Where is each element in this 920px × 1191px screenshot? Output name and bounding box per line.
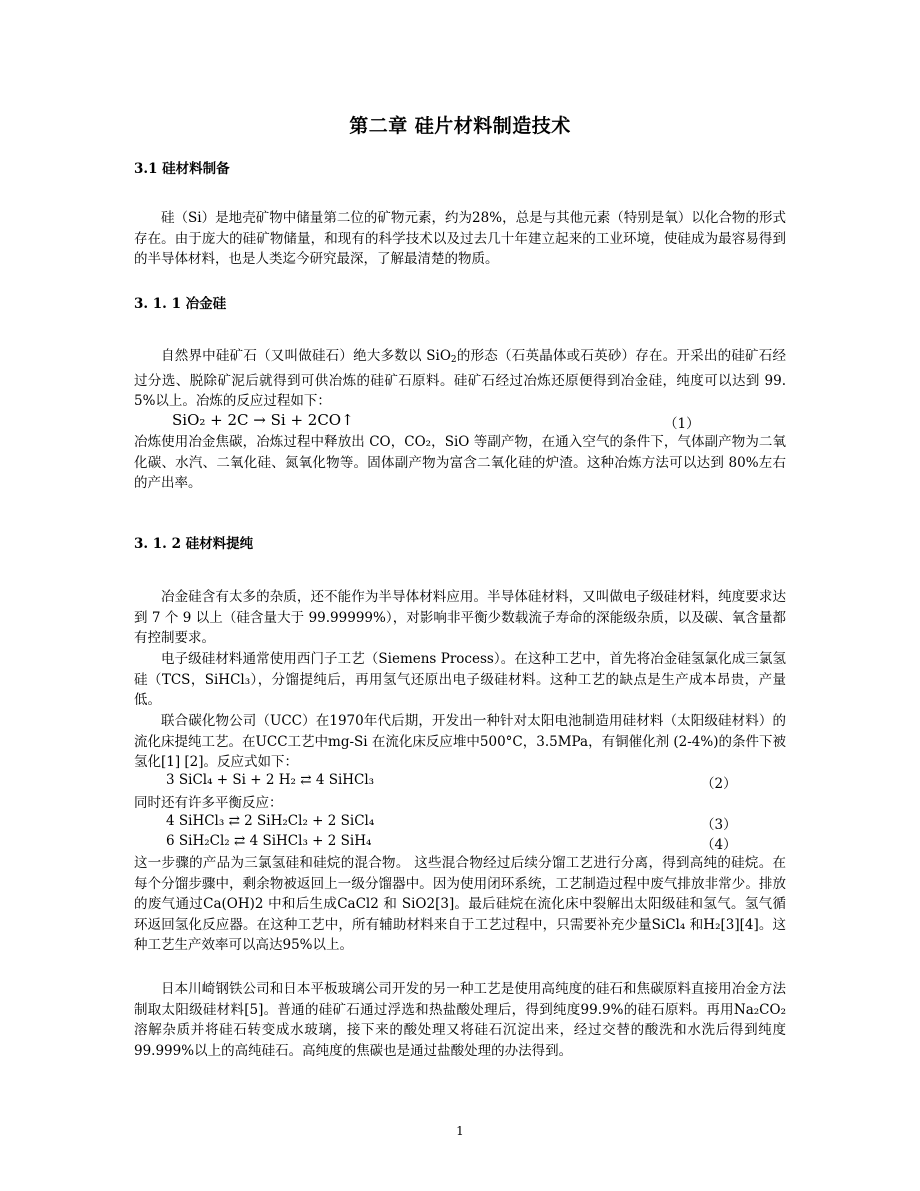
page-number: 1: [456, 1124, 464, 1138]
equation-2: 3 SiCl₄ + Si + 2 H₂ ⇄ 4 SiHCl₃: [166, 772, 375, 788]
section-heading-3-1-1: 3. 1. 1 冶金硅: [134, 296, 227, 312]
equation-1: SiO₂ + 2C → Si + 2CO↑: [172, 411, 354, 429]
equation-1-number: （1）: [664, 416, 700, 432]
paragraph-kawasaki-process: 日本川崎钢铁公司和日本平板玻璃公司开发的另一种工艺是使用高纯度的硅石和焦碳原料直接用冶金方法制取太阳级硅材料[5]。普通的硅矿石通过浮选和热盐酸处理后，得到纯度99.9%的硅石原料。再用Na₂CO₂溶解杂质并将硅石转变成水玻璃，接下来的酸处理又将硅石沉淀出来，经过交替的酸洗和水洗后得到纯度99.999%以上的高纯硅石。高纯度的焦碳也是通过盐酸处理的办法得到。: [134, 981, 786, 1059]
chapter-title: 第二章 硅片材料制造技术: [349, 115, 571, 137]
paragraph-metallurgical-silicon-pre: 自然界中硅矿石（又叫做硅石）绝大多数以 SiO: [161, 348, 451, 364]
paragraph-metallurgical-silicon: 自然界中硅矿石（又叫做硅石）绝大多数以 SiO$_2$的形态（石英晶体或石英砂）存在。开采出的硅矿石经过分选、脱除矿泥后就得到可供冶炼的硅矿石原料。硅矿石经过冶炼还原便得到冶金硅，纯度可以达到 99. 5%以上。冶炼的反应过程如下：: [134, 348, 787, 410]
paragraph-equilibrium-reactions: 同时还有许多平衡反应：: [134, 795, 283, 811]
paragraph-metallurgical-silicon-post: 的形态（石英晶体或石英砂）存在。开采出的硅矿石经过分选、脱除矿泥后就得到可供冶炼的硅矿石原料。硅矿石经过冶炼还原便得到冶金硅，纯度可以达到 99. 5%以上。冶炼的反应过程如下：: [134, 348, 787, 410]
paragraph-purification-intro: 冶金硅含有太多的杂质，还不能作为半导体材料应用。半导体硅材料，又叫做电子级硅材料，纯度要求达到 7 个 9 以上（硅含量大于 99.99999%），对影响非平衡少数载流子寿命的深能级杂质，以及碳、氧含量都有控制要求。: [134, 589, 786, 647]
equation-4-number: （4）: [701, 837, 737, 853]
paragraph-silane-separation: 这一步骤的产品为三氯氢硅和硅烷的混合物。 这些混合物经过后续分馏工艺进行分离，得到高纯的硅烷。在 每个分馏步骤中，剩余物被返回上一级分馏器中。因为使用闭环系统，工艺制造过程中废气排放非常少。排放的废气通过Ca(OH)2 中和后生成CaCl2 和 SiO2[3]。最后硅烷在流化床中裂解出太阳级硅和氢气。氢气循环返回氢化反应器。在这种工艺中，所有辅助材料来自于工艺过程中，只需要补充少量SiCl₄ 和H₂[3][4]。这种工艺生产效率可以高达95%以上。: [134, 855, 786, 954]
paragraph-intro: 硅（Si）是地壳矿物中储量第二位的矿物元素，约为28%，总是与其他元素（特别是氧）以化合物的形式存在。由于庞大的硅矿物储量，和现有的科学技术以及过去几十年建立起来的工业环境，使硅成为最容易得到的半导体材料，也是人类迄今研究最深，了解最清楚的物质。: [134, 210, 786, 268]
equation-3-number: （3）: [701, 817, 737, 833]
paragraph-ucc-process: 联合碳化物公司（UCC）在1970年代后期，开发出一种针对太阳电池制造用硅材料（太阳级硅材料）的流化床提纯工艺。在UCC工艺中mg-Si 在流化床反应堆中500°C，3.5MPa，有铜催化剂 (2-4%)的条件下被氢化[1] [2]。反应式如下：: [134, 713, 786, 771]
paragraph-siemens-process: 电子级硅材料通常使用西门子工艺（Siemens Process）。在这种工艺中，首先将冶金硅氢氯化成三氯氢硅（TCS，SiHCl₃），分馏提纯后，再用氢气还原出电子级硅材料。这种工艺的缺点是生产成本昂贵，产量低。: [134, 651, 786, 709]
equation-2-number: （2）: [701, 776, 737, 792]
equation-4: 6 SiH₂Cl₂ ⇄ 4 SiHCl₃ + 2 SiH₄: [166, 833, 372, 849]
paragraph-smelting-byproducts: 冶炼使用冶金焦碳，冶炼过程中释放出 CO，CO₂，SiO 等副产物，在通入空气的条件下，气体副产物为二氧化碳、水汽、二氧化硅、氮氧化物等。固体副产物为富含二氧化硅的炉渣。这种冶炼方法可以达到 80%左右的产出率。: [134, 434, 786, 492]
equation-3: 4 SiHCl₃ ⇄ 2 SiH₂Cl₂ + 2 SiCl₄: [166, 813, 375, 829]
section-heading-3-1-2: 3. 1. 2 硅材料提纯: [134, 536, 254, 552]
section-heading-3-1: 3.1 硅材料制备: [134, 161, 230, 177]
